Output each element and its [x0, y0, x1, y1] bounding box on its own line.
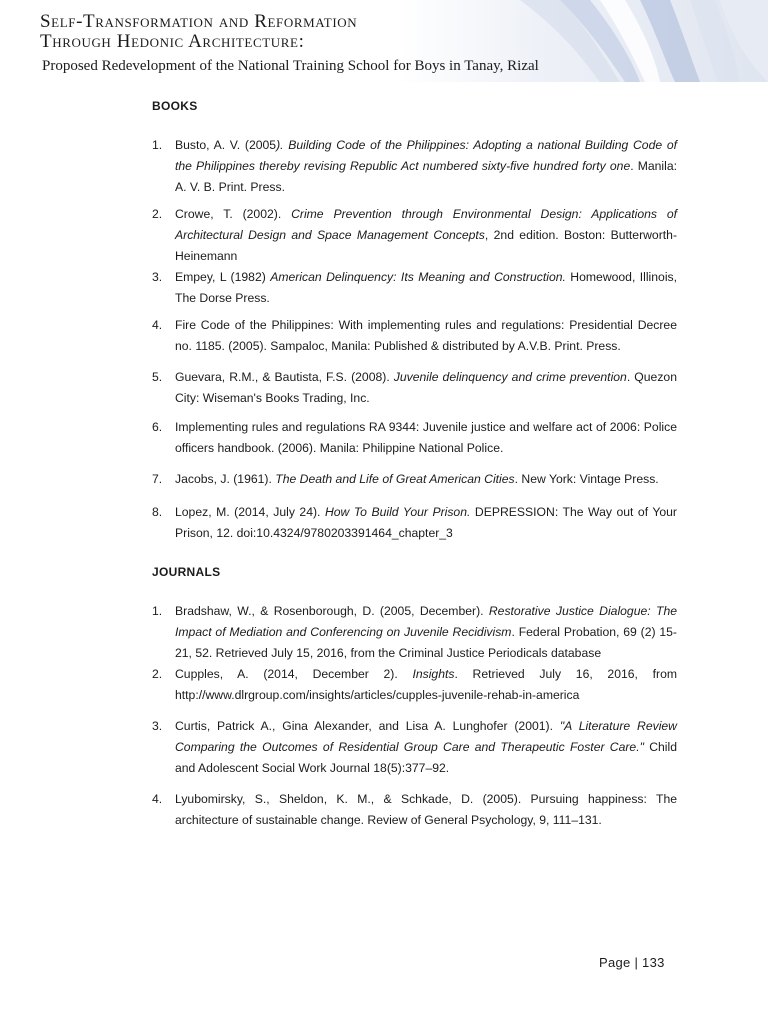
header-title-line-1: Self-Transformation and Reformation — [40, 11, 358, 32]
list-item: 4. Fire Code of the Philippines: With implementing rules and regulations: Presidential Decree no. 1185. (2005). Sampaloc, Manila: Published & distributed by A.V.B. Print. Press. — [152, 315, 677, 357]
header-subtitle: Proposed Redevelopment of the National Training School for Boys in Tanay, Rizal — [42, 58, 539, 74]
list-item: 6. Implementing rules and regulations RA 9344: Juvenile justice and welfare act of 2006: Police officers handbook. (2006). Manila: Philippine National Police. — [152, 417, 677, 459]
list-item: 2. Cupples, A. (2014, December 2). Insights. Retrieved July 16, 2016, from http://www.dlrgroup.com/insights/articles/cupples-juvenile-rehab-in-america — [152, 664, 677, 706]
item-number: 8. — [152, 505, 163, 519]
list-item: 5. Guevara, R.M., & Bautista, F.S. (2008). Juvenile delinquency and crime prevention. Quezon City: Wiseman's Books Trading, Inc. — [152, 367, 677, 409]
list-item: 8. Lopez, M. (2014, July 24). How To Build Your Prison. DEPRESSION: The Way out of Your Prison, 12. doi:10.4324/9780203391464_chapter_3 — [152, 502, 677, 544]
item-number: 7. — [152, 472, 163, 486]
item-number: 4. — [152, 318, 163, 332]
list-item: 4. Lyubomirsky, S., Sheldon, K. M., & Schkade, D. (2005). Pursuing happiness: The architecture of sustainable change. Review of General Psychology, 9, 111–131. — [152, 789, 677, 831]
list-item: 3. Empey, L (1982) American Delinquency: Its Meaning and Construction. Homewood, Illinois, The Dorse Press. — [152, 267, 677, 309]
item-number: 1. — [152, 138, 163, 152]
list-item: 1. Bradshaw, W., & Rosenborough, D. (2005, December). Restorative Justice Dialogue: The Impact of Mediation and Conferencing on Juvenile Recidivism. Federal Probation, 69 (2) 15-21, 52. Retrieved July 15, 2016, from the Criminal Justice Periodicals database — [152, 601, 677, 664]
page-header — [0, 0, 768, 82]
item-number: 3. — [152, 270, 163, 284]
header-text-block — [40, 12, 539, 75]
page-number: Page | 133 — [599, 955, 665, 970]
item-number: 6. — [152, 420, 163, 434]
item-number: 3. — [152, 719, 163, 733]
header-title-line-2: Through Hedonic Architecture: — [40, 31, 305, 52]
journals-list — [152, 601, 677, 831]
books-heading: BOOKS — [152, 99, 198, 113]
item-number: 4. — [152, 792, 163, 806]
list-item: 3. Curtis, Patrick A., Gina Alexander, and Lisa A. Lunghofer (2001). "A Literature Review Comparing the Outcomes of Residential Group Care and Therapeutic Foster Care." Child and Adolescent Social Work Journal 18(5):377–92. — [152, 716, 677, 779]
references-content — [152, 96, 677, 831]
books-list — [152, 135, 677, 544]
item-number: 2. — [152, 667, 163, 681]
item-number: 2. — [152, 207, 163, 221]
list-item: 7. Jacobs, J. (1961). The Death and Life of Great American Cities. New York: Vintage Press. — [152, 469, 677, 490]
list-item: 1. Busto, A. V. (2005). Building Code of the Philippines: Adopting a national Building Code of the Philippines thereby revising Republic Act numbered sixty-five hundred forty one. Manila: A. V. B. Print. Press. — [152, 135, 677, 198]
item-number: 5. — [152, 370, 163, 384]
journals-heading: JOURNALS — [152, 565, 221, 579]
item-number: 1. — [152, 604, 163, 618]
list-item: 2. Crowe, T. (2002). Crime Prevention through Environmental Design: Applications of Architectural Design and Space Management Concepts, 2nd edition. Boston: Butterworth-Heinemann — [152, 204, 677, 267]
